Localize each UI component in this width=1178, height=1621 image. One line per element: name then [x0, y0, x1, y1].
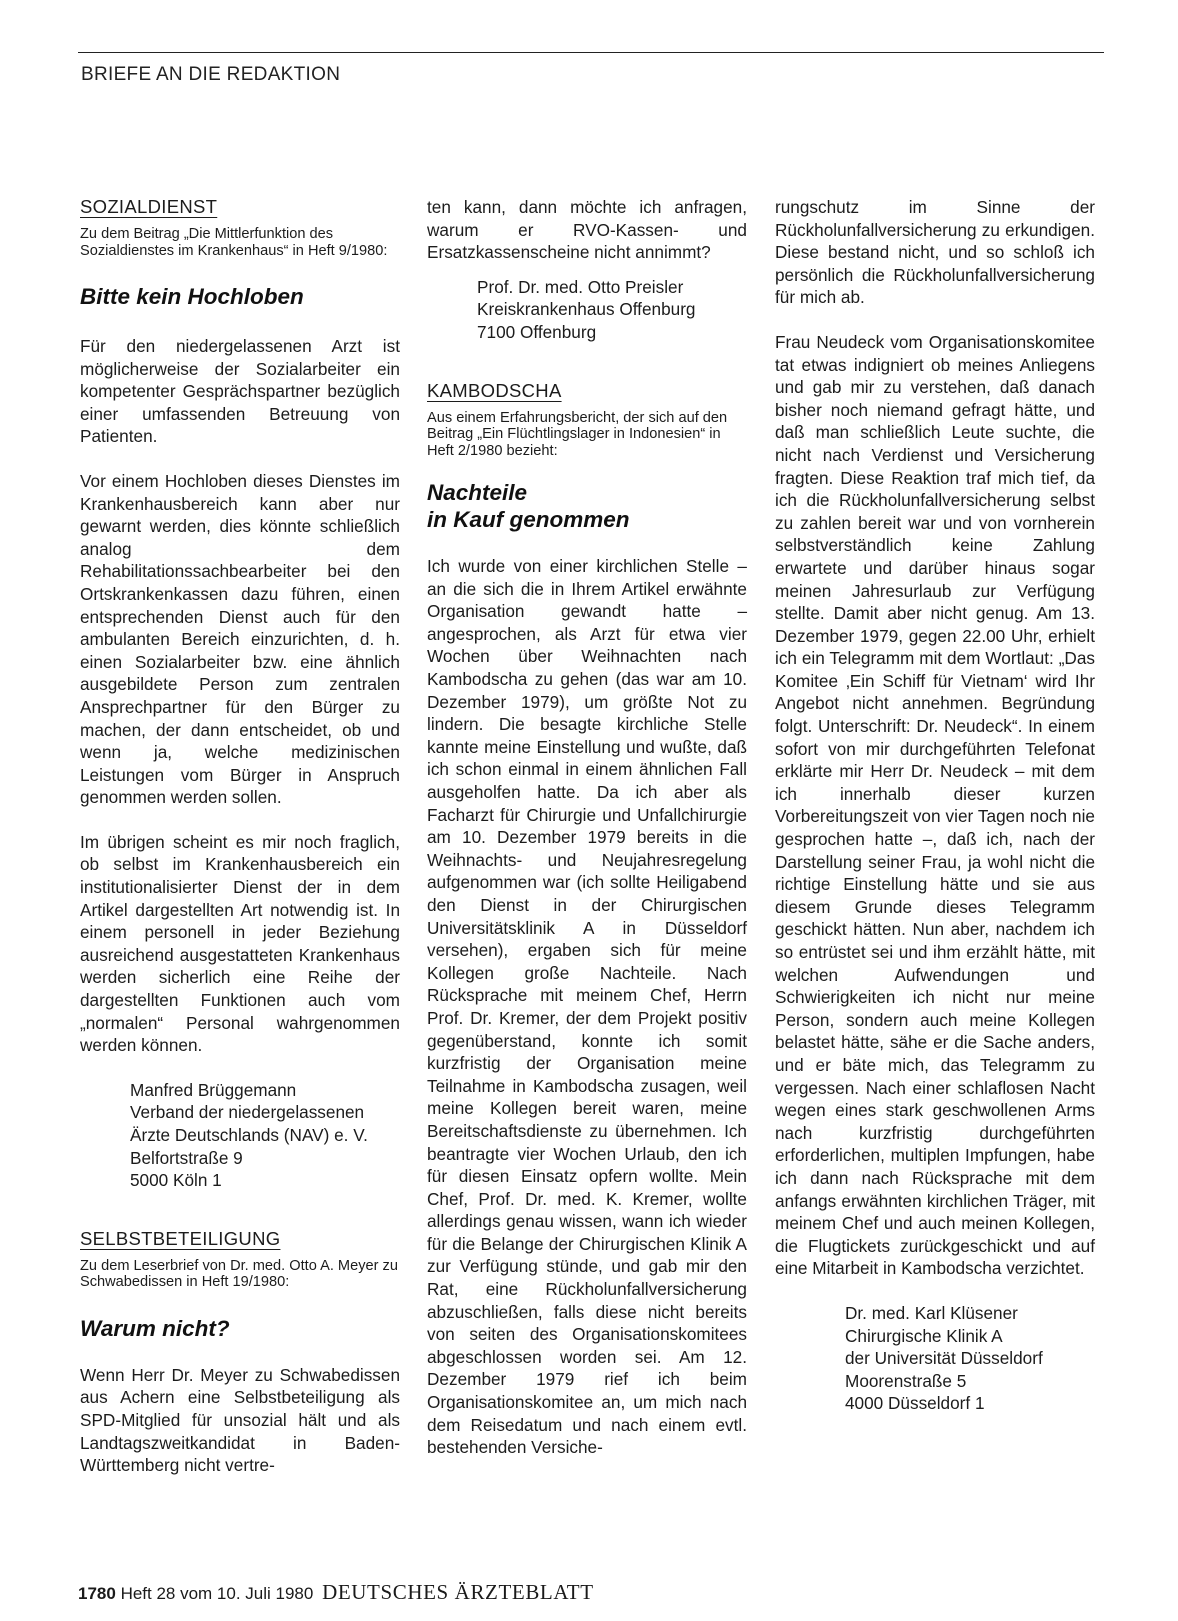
- signature-line: Chirurgische Klinik A: [845, 1325, 1003, 1346]
- rubric-kambodscha: KAMBODSCHA: [427, 379, 562, 401]
- column-2: [427, 196, 747, 1459]
- section-header: BRIEFE AN DIE REDAKTION: [81, 64, 341, 85]
- signature-sozialdienst: [80, 1079, 400, 1192]
- signature-line: Belfortstraße 9: [130, 1147, 243, 1168]
- headline-kambodscha: [427, 479, 747, 533]
- rubric-selbstbeteiligung: SELBSTBETEILIGUNG: [80, 1227, 281, 1249]
- column-3: [775, 196, 1095, 1415]
- signature-line: Kreiskrankenhaus Offenburg: [477, 299, 696, 320]
- rubric-sozialdienst: SOZIALDIENST: [80, 196, 218, 217]
- signature-line: 5000 Köln 1: [130, 1170, 222, 1191]
- journal-title: DEUTSCHES ÄRZTEBLATT: [322, 1580, 594, 1604]
- reference-sozialdienst: Zu dem Beitrag „Die Mittlerfunktion des Sozialdienstes im Krankenhaus“ in Heft 9/1980:: [80, 226, 388, 259]
- signature-line: Verband der niedergelassenen: [130, 1102, 365, 1123]
- signature-line: der Universität Düsseldorf: [845, 1348, 1043, 1369]
- signature-selbstbeteiligung: [427, 276, 747, 344]
- paragraph-sozialdienst-3: Im übrigen scheint es mir noch fraglich, ob selbst im Krankenhausbereich ein institutionalisierter Dienst der in dem Artikel dargestellten Art notwendig ist. In einem personell in jeder Beziehung ausreichend ausgestatteten Krankenhaus werden sicherlich eine Reihe der dargestellten Funktionen auch vom „normalen“ Personal wahrgenommen werden können.: [80, 831, 400, 1056]
- paragraph-kambodscha-1-part-2: rungschutz im Sinne der Rückholunfallversicherung zu erkundigen. Diese bestand nicht, und so schloß ich persönlich die Rückholunfallversicherung für mich ab.: [775, 197, 1095, 308]
- paragraph-kambodscha-1-part-1: Ich wurde von einer kirchlichen Stelle – an die sich die in Ihrem Artikel erwähnte Organisation gewandt hatte – angesprochen, als Arzt für etwa vier Wochen über Weihnachten nach Kambodscha zu gehen (das war am 10. Dezember 1979), um größte Not zu lindern. Die besagte kirchliche Stelle kannte meine Einstellung und wußte, daß ich schon einmal in einem ähnlichen Fall ausgeholfen hatte. Da ich aber als Facharzt für Chirurgie und Unfallchirurgie am 10. Dezember 1979 bereits in die Weihnachts- und Neujahresregelung aufgenommen war (ich sollte Heiligabend den Dienst in der Chirurgischen Universitätsklinik A in Düsseldorf versehen), ergaben sich für meine Kollegen große Nachteile. Nach Rücksprache mit meinem Chef, Herrn Prof. Dr. Kremer, der dem Projekt positiv gegenüberstand, konnte ich somit kurzfristig der Organisation meine Teilnahme in Kambodscha zusagen, weil meine Kollegen bereit waren, meine Bereitschaftsdienste zu übernehmen. Ich beantragte vier Wochen Urlaub, den ich für diesen Einsatz opfern wollte. Mein Chef, Prof. Dr. med. K. Kremer, wollte allerdings genau wissen, wann ich wieder für die Belange der Chirurgischen Klinik A zur Verfügung stünde, und gab mir den Rat, eine Rückholunfallversicherung abzuschließen, falls diese nicht bereits von seiten des Organisationskomitees abgeschlossen worden sei. Am 12. Dezember 1979 rief ich beim Organisationskomitee an, um mich nach dem Reisedatum und nach einem evtl. bestehenden Versiche-: [427, 556, 747, 1458]
- reference-kambodscha: Aus einem Erfahrungsbericht, der sich auf den Beitrag „Ein Flüchtlingslager in Indonesien“ in Heft 2/1980 bezieht:: [427, 409, 728, 459]
- headline-sozialdienst: Bitte kein Hochloben: [80, 284, 304, 309]
- paragraph-sozialdienst-2: Vor einem Hochloben dieses Dienstes im Krankenhausbereich kann aber nur gewarnt werden, dies könnte schließlich analog dem Rehabilitationssachbearbeiter bei den Ortskrankenkassen dazu führen, einen entsprechenden Dienst auch für den ambulanten Bereich einzurichten, d. h. einen Sozialarbeiter bzw. eine ähnlich ausgebildete Person zum zentralen Ansprechpartner für den Bürger zu machen, der dann entscheidet, ob und wenn ja, welche medizinischen Leistungen vom Bürger in Anspruch genommen werden sollen.: [80, 470, 400, 808]
- signature-line: 4000 Düsseldorf 1: [845, 1393, 985, 1414]
- headline-selbstbeteiligung: Warum nicht?: [80, 1315, 230, 1341]
- reference-selbstbeteiligung: Zu dem Leserbrief von Dr. med. Otto A. Meyer zu Schwabedissen in Heft 19/1980:: [80, 1257, 398, 1291]
- signature-line: Manfred Brüggemann: [130, 1079, 297, 1100]
- page-number: 1780: [78, 1584, 116, 1603]
- signature-line: Moorenstraße 5: [845, 1370, 967, 1391]
- signature-kambodscha: [775, 1302, 1095, 1415]
- issue-info: Heft 28 vom 10. Juli 1980: [120, 1584, 314, 1603]
- paragraph-kambodscha-2: Frau Neudeck vom Organisationskomitee tat etwas indigniert ob meines Anliegens und gab mir zu verstehen, daß danach bisher noch niemand gefragt hätte, und daß man schließlich Leute suchte, die nicht nach Verdienst und Versicherung fragten. Diese Reaktion traf mich tief, da ich die Rückholunfallversicherung selbst zu zahlen bereit war und von vornherein selbstverständlich keine Zahlung erwartete und darüber hinaus sogar meinen Jahresurlaub zur Verfügung stellte. Damit aber nicht genug. Am 13. Dezember 1979, gegen 22.00 Uhr, erhielt ich ein Telegramm mit dem Wortlaut: „Das Komitee ‚Ein Schiff für Vietnam‘ wird Ihr Angebot nicht annehmen. Begründung folgt. Unterschrift: Dr. Neudeck“. In einem sofort von mir durchgeführten Telefonat erklärte mir Herr Dr. Neudeck – mit dem ich innerhalb dieser kurzen Vorbereitungszeit von vier Tagen noch nie gesprochen hatte –, daß ich, nach der Darstellung seiner Frau, ja wohl nicht die richtige Einstellung hätte und sie aus diesem Grunde dieses Telegramm geschickt hätten. Nun aber, nachdem ich so entrüstet sei und ihm erzählt hätte, mit welchen Aufwendungen und Schwierigkeiten ich nicht nur meine Person, sondern auch meine Kollegen belastet hätte, sähe er die Sache anders, und er bäte mich, das Telegramm zu vergessen. Nach einer schlaflosen Nacht wegen eines stark geschwollenen Arms nach kurzfristig durchgeführten erforderlichen, multiplen Impfungen, habe ich dann nach Rücksprache mit dem anfangs erwähnten kirchlichen Träger, mit meinem Chef und auch meinen Kollegen, die Flugtickets zurückgeschickt und auf eine Mitarbeit in Kambodscha verzichtet.: [775, 331, 1095, 1279]
- signature-line: Ärzte Deutschlands (NAV) e. V.: [130, 1125, 368, 1145]
- headline-kambodscha-line-2: in Kauf genommen: [427, 507, 630, 533]
- paragraph-sozialdienst-1: Für den niedergelassenen Arzt ist möglicherweise der Sozialarbeiter ein kompetenter Gesprächspartner bezüglich einer umfassenden Betreuung von Patienten.: [80, 336, 400, 447]
- signature-line: Dr. med. Karl Klüsener: [845, 1302, 1018, 1323]
- column-1: [80, 196, 400, 1477]
- paragraph-selbstbeteiligung-start: Wenn Herr Dr. Meyer zu Schwabedissen aus Achern eine Selbstbeteiligung als SPD-Mitglied für unsozial hält und als Landtagszweitkandidat in Baden-Württemberg nicht vertre-: [80, 1364, 400, 1476]
- signature-line: Prof. Dr. med. Otto Preisler: [477, 276, 684, 297]
- page-footer: [78, 1580, 594, 1605]
- paragraph-selbstbeteiligung-end: ten kann, dann möchte ich anfragen, warum er RVO-Kassen- und Ersatzkassenscheine nicht annimmt?: [427, 197, 747, 263]
- header-rule: [78, 52, 1104, 53]
- signature-line: 7100 Offenburg: [477, 321, 597, 342]
- headline-kambodscha-line-1: Nachteile: [427, 480, 528, 506]
